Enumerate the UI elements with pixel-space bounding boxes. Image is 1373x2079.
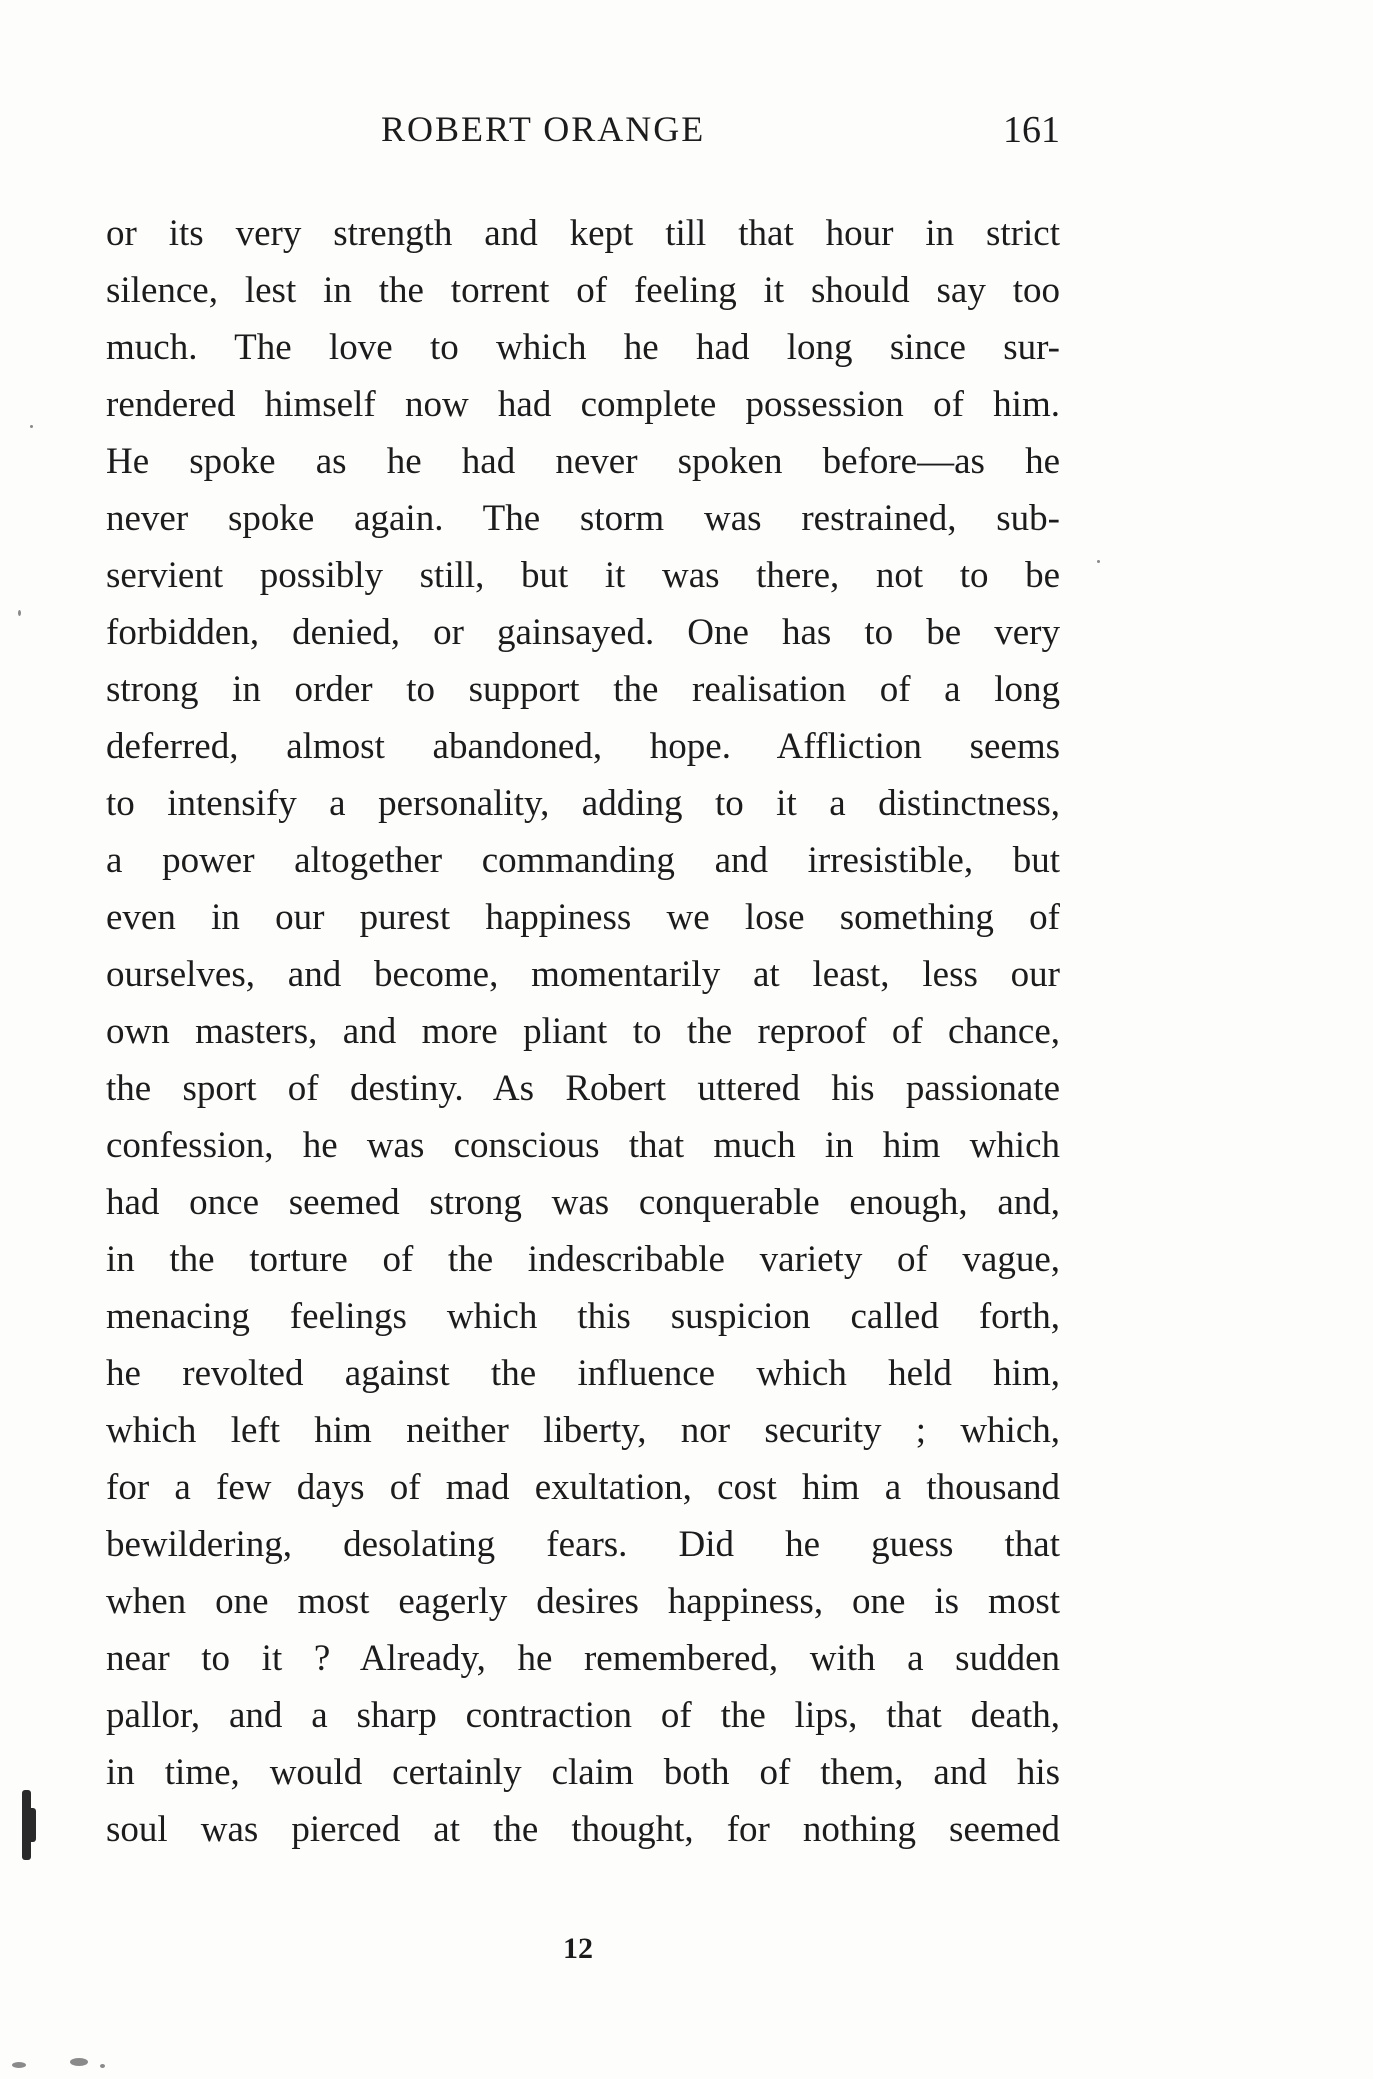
text-line: bewildering, desolating fears. Did he guess that xyxy=(106,1524,1060,1565)
text-line: confession, he was conscious that much in him which xyxy=(106,1125,1060,1166)
scan-speck xyxy=(18,610,21,616)
text-line: in the torture of the indescribable variety of vague, xyxy=(106,1239,1060,1280)
scan-speck xyxy=(100,2064,105,2068)
text-line: He spoke as he had never spoken before—as he xyxy=(106,441,1060,482)
text-line: pallor, and a sharp contraction of the lips, that death, xyxy=(106,1695,1060,1736)
text-line: the sport of destiny. As Robert uttered his passionate xyxy=(106,1068,1060,1109)
scan-speck xyxy=(30,425,33,428)
text-line: forbidden, denied, or gainsayed. One has to be very xyxy=(106,612,1060,653)
text-line: menacing feelings which this suspicion called forth, xyxy=(106,1296,1060,1337)
text-line: even in our purest happiness we lose something of xyxy=(106,897,1060,938)
text-line: or its very strength and kept till that hour in strict xyxy=(106,213,1060,254)
text-line: silence, lest in the torrent of feeling it should say too xyxy=(106,270,1060,311)
text-line: strong in order to support the realisation of a long xyxy=(106,669,1060,710)
text-line: had once seemed strong was conquerable enough, and, xyxy=(106,1182,1060,1223)
scan-speck xyxy=(70,2058,88,2066)
text-line: much. The love to which he had long since sur- xyxy=(106,327,1060,368)
text-line: never spoke again. The storm was restrained, sub- xyxy=(106,498,1060,539)
text-line: near to it ? Already, he remembered, with a sudden xyxy=(106,1638,1060,1679)
text-line: ourselves, and become, momentarily at least, less our xyxy=(106,954,1060,995)
text-line: for a few days of mad exultation, cost him a thousand xyxy=(106,1467,1060,1508)
signature-mark: 12 xyxy=(563,1932,593,1965)
body-text xyxy=(106,205,1060,1858)
text-line: a power altogether commanding and irresistible, but xyxy=(106,840,1060,881)
text-line: deferred, almost abandoned, hope. Affliction seems xyxy=(106,726,1060,767)
text-line: rendered himself now had complete possession of him. xyxy=(106,384,1060,425)
scan-speck xyxy=(1097,560,1100,563)
text-line: own masters, and more pliant to the reproof of chance, xyxy=(106,1011,1060,1052)
running-title: ROBERT ORANGE xyxy=(381,109,706,149)
page-number: 161 xyxy=(1003,109,1060,151)
scan-speck xyxy=(12,2062,26,2068)
text-line: he revolted against the influence which held him, xyxy=(106,1353,1060,1394)
text-line: in time, would certainly claim both of them, and his xyxy=(106,1752,1060,1793)
text-line: to intensify a personality, adding to it a distinctness, xyxy=(106,783,1060,824)
text-line: soul was pierced at the thought, for nothing seemed xyxy=(106,1809,1060,1850)
text-line: when one most eagerly desires happiness, one is most xyxy=(106,1581,1060,1622)
text-line: which left him neither liberty, nor security ; which, xyxy=(106,1410,1060,1451)
running-head xyxy=(106,108,1060,158)
text-line: servient possibly still, but it was there, not to be xyxy=(106,555,1060,596)
binding-shadow-mark xyxy=(28,1808,36,1842)
